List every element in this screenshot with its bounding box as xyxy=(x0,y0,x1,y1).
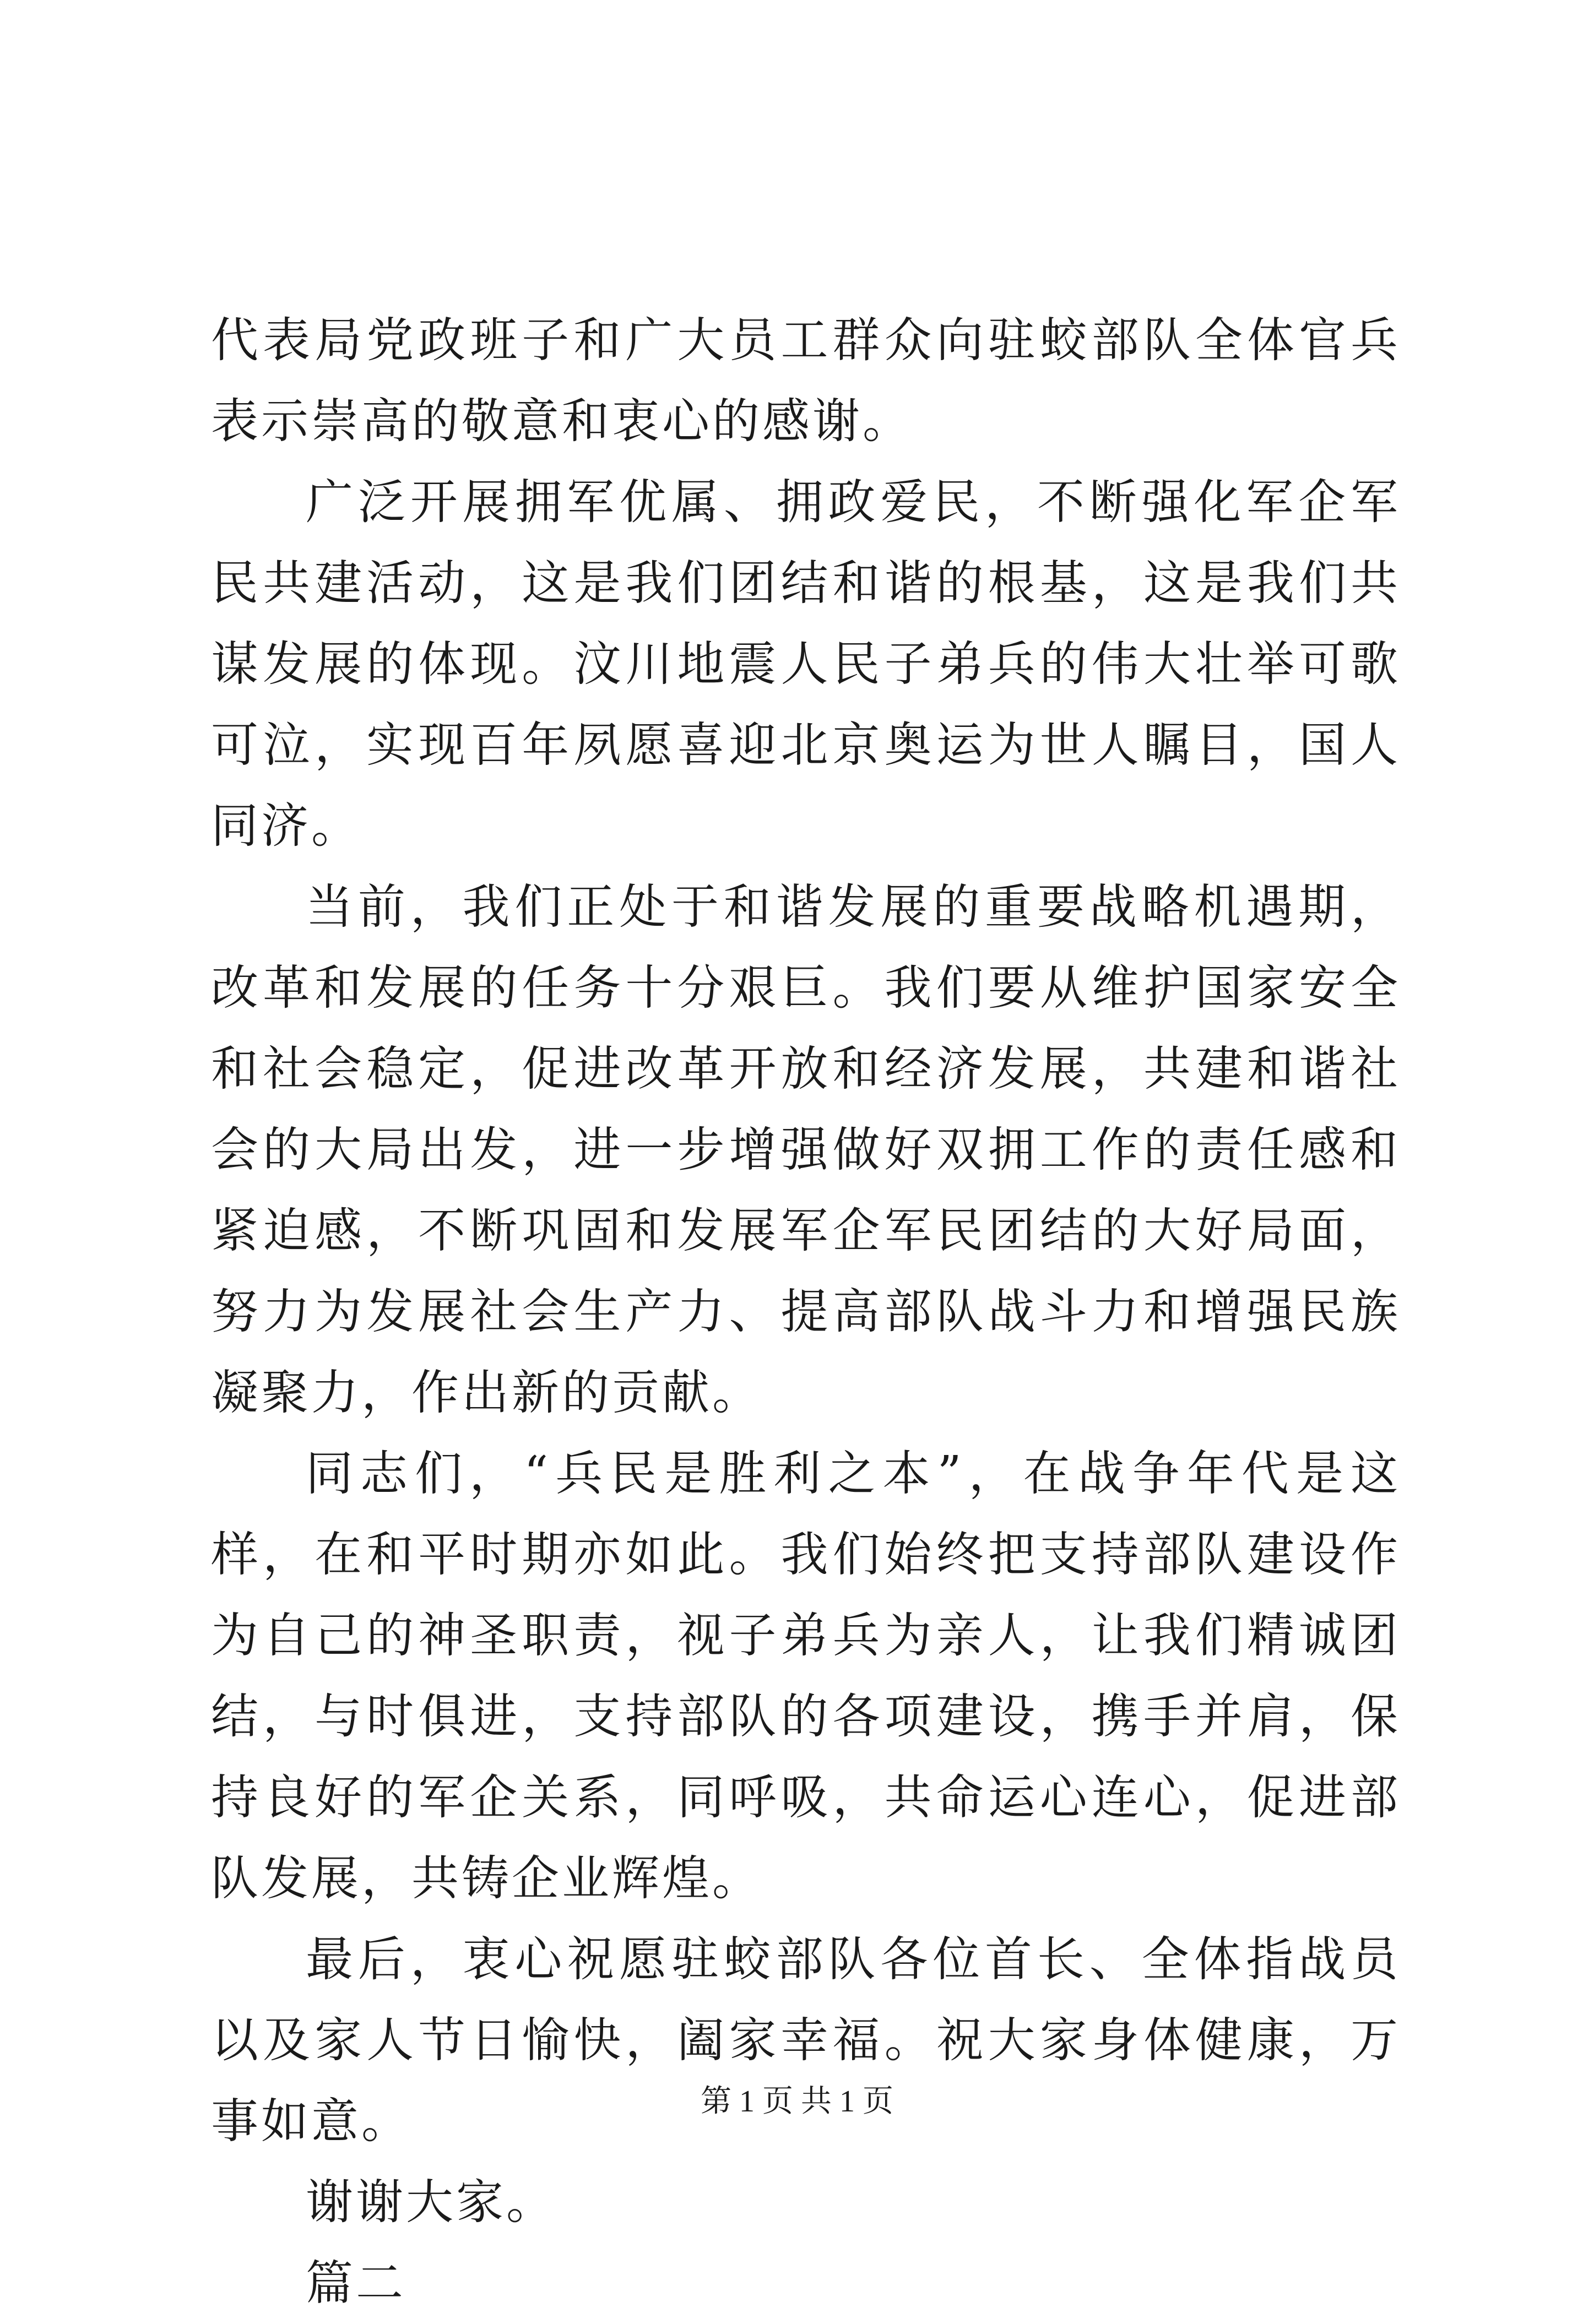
paragraph-4: 同志们，“兵民是胜利之本”，在战争年代是这样，在和平时期亦如此。我们始终把支持部队建设作为自己的神圣职责，视子弟兵为亲人，让我们精诚团结，与时俱进，支持部队的各项建设，携手并肩，保持良好的军企关系，同呼吸，共命运心连心，促进部队发展，共铸企业辉煌。 xyxy=(211,1446,1401,1906)
page-footer: 第 1 页 共 1 页 xyxy=(701,2084,893,2119)
paragraph-5: 最后，衷心祝愿驻蛟部队各位首长、全体指战员以及家人节日愉快，阖家幸福。祝大家身体健康，万事如意。 xyxy=(211,1932,1401,2149)
paragraph-2: 广泛开展拥军优属、拥政爱民，不断强化军企军民共建活动，这是我们团结和谐的根基，这是我们共谋发展的体现。汶川地震人民子弟兵的伟大壮举可歌可泣，实现百年夙愿喜迎北京奥运为世人瞩目，国人同济。 xyxy=(211,475,1401,854)
paragraph-7: 篇二 xyxy=(306,2256,406,2311)
paragraph-3: 当前，我们正处于和谐发展的重要战略机遇期，改革和发展的任务十分艰巨。我们要从维护国家安全和社会稳定，促进改革开放和经济发展，共建和谐社会的大局出发，进一步增强做好双拥工作的责任感和紧迫感，不断巩固和发展军企军民团结的大好局面，努力为发展社会生产力、提高部队战斗力和增强民族凝聚力，作出新的贡献。 xyxy=(211,879,1401,1420)
document-body xyxy=(211,300,1401,2324)
paragraph-6: 谢谢大家。 xyxy=(306,2175,556,2230)
paragraph-1: 代表局党政班子和广大员工群众向驻蛟部队全体官兵表示崇高的敬意和衷心的感谢。 xyxy=(211,313,1401,449)
